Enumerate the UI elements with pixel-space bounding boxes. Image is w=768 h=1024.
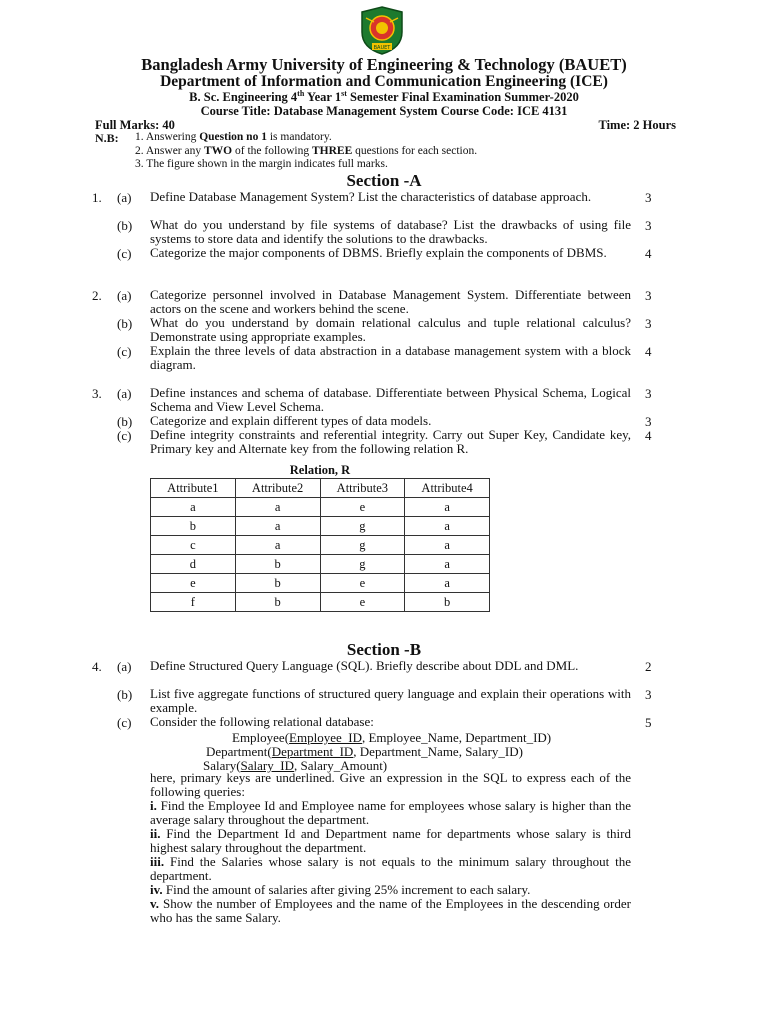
schema-department: Department(Department_ID, Department_Name, Salary_ID) (206, 744, 523, 759)
table-cell: a (405, 574, 490, 593)
q1-number: 1. (92, 190, 102, 205)
table-row (151, 536, 490, 555)
q4a-label: (a) (117, 659, 132, 674)
relation-table (150, 478, 490, 612)
note-3: 3. The figure shown in the margin indicates full marks. (135, 158, 388, 170)
q3a-mark: 3 (645, 386, 652, 401)
q4a-text: Define Structured Query Language (SQL). Briefly describe about DDL and DML. (150, 658, 579, 673)
q4a-mark: 2 (645, 659, 652, 674)
q2b-text: What do you understand by domain relational calculus and tuple relational calculus? Demonstrate using appropriate examples. (150, 315, 631, 344)
exam-title: B. Sc. Engineering 4th Year 1st Semester Final Examination Summer-2020 (189, 89, 579, 105)
table-cell: e (320, 574, 405, 593)
query-i: i. Find the Employee Id and Employee name for employees whose salary is higher than the average salary throughout the department. (150, 798, 631, 827)
q1b-text: What do you understand by file systems of database? List the drawbacks of using file systems to store data and identify the solutions to the drawbacks. (150, 217, 631, 246)
table-cell: b (405, 593, 490, 612)
q3c-label: (c) (117, 428, 132, 443)
q2b-label: (b) (117, 316, 133, 331)
q4b-mark: 3 (645, 687, 652, 702)
table-cell: a (235, 536, 320, 555)
course-line: Course Title: Database Management System Course Code: ICE 4131 (200, 104, 568, 118)
table-cell: c (151, 536, 236, 555)
q2a-mark: 3 (645, 288, 652, 303)
q3c-mark: 4 (645, 428, 652, 443)
schema-employee: Employee(Employee_ID, Employee_Name, Department_ID) (232, 730, 552, 745)
query-iv: iv. Find the amount of salaries after giving 25% increment to each salary. (150, 882, 531, 897)
q4b-text: List five aggregate functions of structured query language and explain their operations with example. (150, 686, 631, 715)
q4c-mark: 5 (645, 715, 652, 730)
q2c-label: (c) (117, 344, 132, 359)
query-v: v. Show the number of Employees and the name of the Employees in the descending order who has the same Salary. (150, 896, 631, 925)
section-a-title: Section -A (346, 171, 422, 190)
q3a-label: (a) (117, 386, 132, 401)
q1a-text: Define Database Management System? List the characteristics of database approach. (150, 189, 592, 204)
q3a-text: Define instances and schema of database. Differentiate between Physical Schema, Logical Schema and View Level Schema. (150, 385, 631, 414)
q4b-label: (b) (117, 687, 133, 702)
q1b-label: (b) (117, 218, 133, 233)
q3b-text: Categorize and explain different types of data models. (150, 413, 432, 428)
relation-col-header: Attribute1 (151, 479, 236, 498)
table-cell: a (235, 498, 320, 517)
relation-header-row (151, 479, 490, 498)
q2c-text: Explain the three levels of data abstraction in a database management system with a block diagram. (150, 343, 631, 372)
q2a-label: (a) (117, 288, 132, 303)
table-cell: d (151, 555, 236, 574)
table-cell: b (235, 555, 320, 574)
table-cell: e (151, 574, 236, 593)
table-cell: e (320, 498, 405, 517)
q4-number: 4. (92, 659, 102, 674)
q2a-text: Categorize personnel involved in Database Management System. Differentiate between actors on the scene and workers behind the scene. (150, 287, 631, 316)
table-cell: f (151, 593, 236, 612)
q1c-text: Categorize the major components of DBMS. Briefly explain the components of DBMS. (150, 245, 607, 260)
q1c-mark: 4 (645, 246, 652, 261)
department-title: Department of Information and Communication Engineering (ICE) (160, 73, 608, 90)
table-row (151, 555, 490, 574)
logo-text: BAUET (373, 45, 391, 51)
relation-title: Relation, R (289, 463, 351, 477)
q3b-mark: 3 (645, 414, 652, 429)
table-cell: a (235, 517, 320, 536)
q4c-label: (c) (117, 715, 132, 730)
q2-number: 2. (92, 288, 102, 303)
q1a-label: (a) (117, 190, 132, 205)
table-cell: a (405, 536, 490, 555)
exam-time: Time: 2 Hours (598, 118, 676, 132)
table-cell: g (320, 517, 405, 536)
q1b-mark: 3 (645, 218, 652, 233)
q3c-text: Define integrity constraints and referential integrity. Carry out Super Key, Candidate key, Primary key and Alternate key from the following relation R. (150, 427, 631, 456)
q3b-label: (b) (117, 414, 133, 429)
note-2: 2. Answer any TWO of the following THREE questions for each section. (135, 145, 478, 157)
table-row (151, 593, 490, 612)
query-iii: iii. Find the Salaries whose salary is not equals to the minimum salary throughout the department. (150, 854, 631, 883)
university-logo (352, 4, 412, 56)
schema-salary: Salary(Salary_ID, Salary_Amount) (203, 758, 388, 773)
table-cell: a (405, 555, 490, 574)
relation-col-header: Attribute4 (405, 479, 490, 498)
table-cell: a (405, 498, 490, 517)
university-title: Bangladesh Army University of Engineering & Technology (BAUET) (141, 55, 627, 74)
table-cell: g (320, 555, 405, 574)
table-row (151, 498, 490, 517)
table-cell: b (235, 593, 320, 612)
q4c-intro: here, primary keys are underlined. Give an expression in the SQL to express each of the following queries: (150, 770, 631, 799)
note-1: 1. Answering Question no 1 is mandatory. (135, 131, 332, 143)
table-cell: b (151, 517, 236, 536)
table-cell: e (320, 593, 405, 612)
query-ii: ii. Find the Department Id and Department name for departments whose salary is third highest salary throughout the department. (150, 826, 631, 855)
q1c-label: (c) (117, 246, 132, 261)
table-cell: a (405, 517, 490, 536)
relation-col-header: Attribute3 (320, 479, 405, 498)
full-marks: Full Marks: 40 (95, 118, 175, 132)
q3-number: 3. (92, 386, 102, 401)
q4c-text: Consider the following relational database: (150, 714, 374, 729)
notes-label: N.B: (95, 131, 119, 145)
relation-col-header: Attribute2 (235, 479, 320, 498)
q2c-mark: 4 (645, 344, 652, 359)
table-row (151, 574, 490, 593)
table-cell: a (151, 498, 236, 517)
table-cell: b (235, 574, 320, 593)
q1a-mark: 3 (645, 190, 652, 205)
q2b-mark: 3 (645, 316, 652, 331)
table-row (151, 517, 490, 536)
table-cell: g (320, 536, 405, 555)
section-b-title: Section -B (346, 640, 422, 659)
